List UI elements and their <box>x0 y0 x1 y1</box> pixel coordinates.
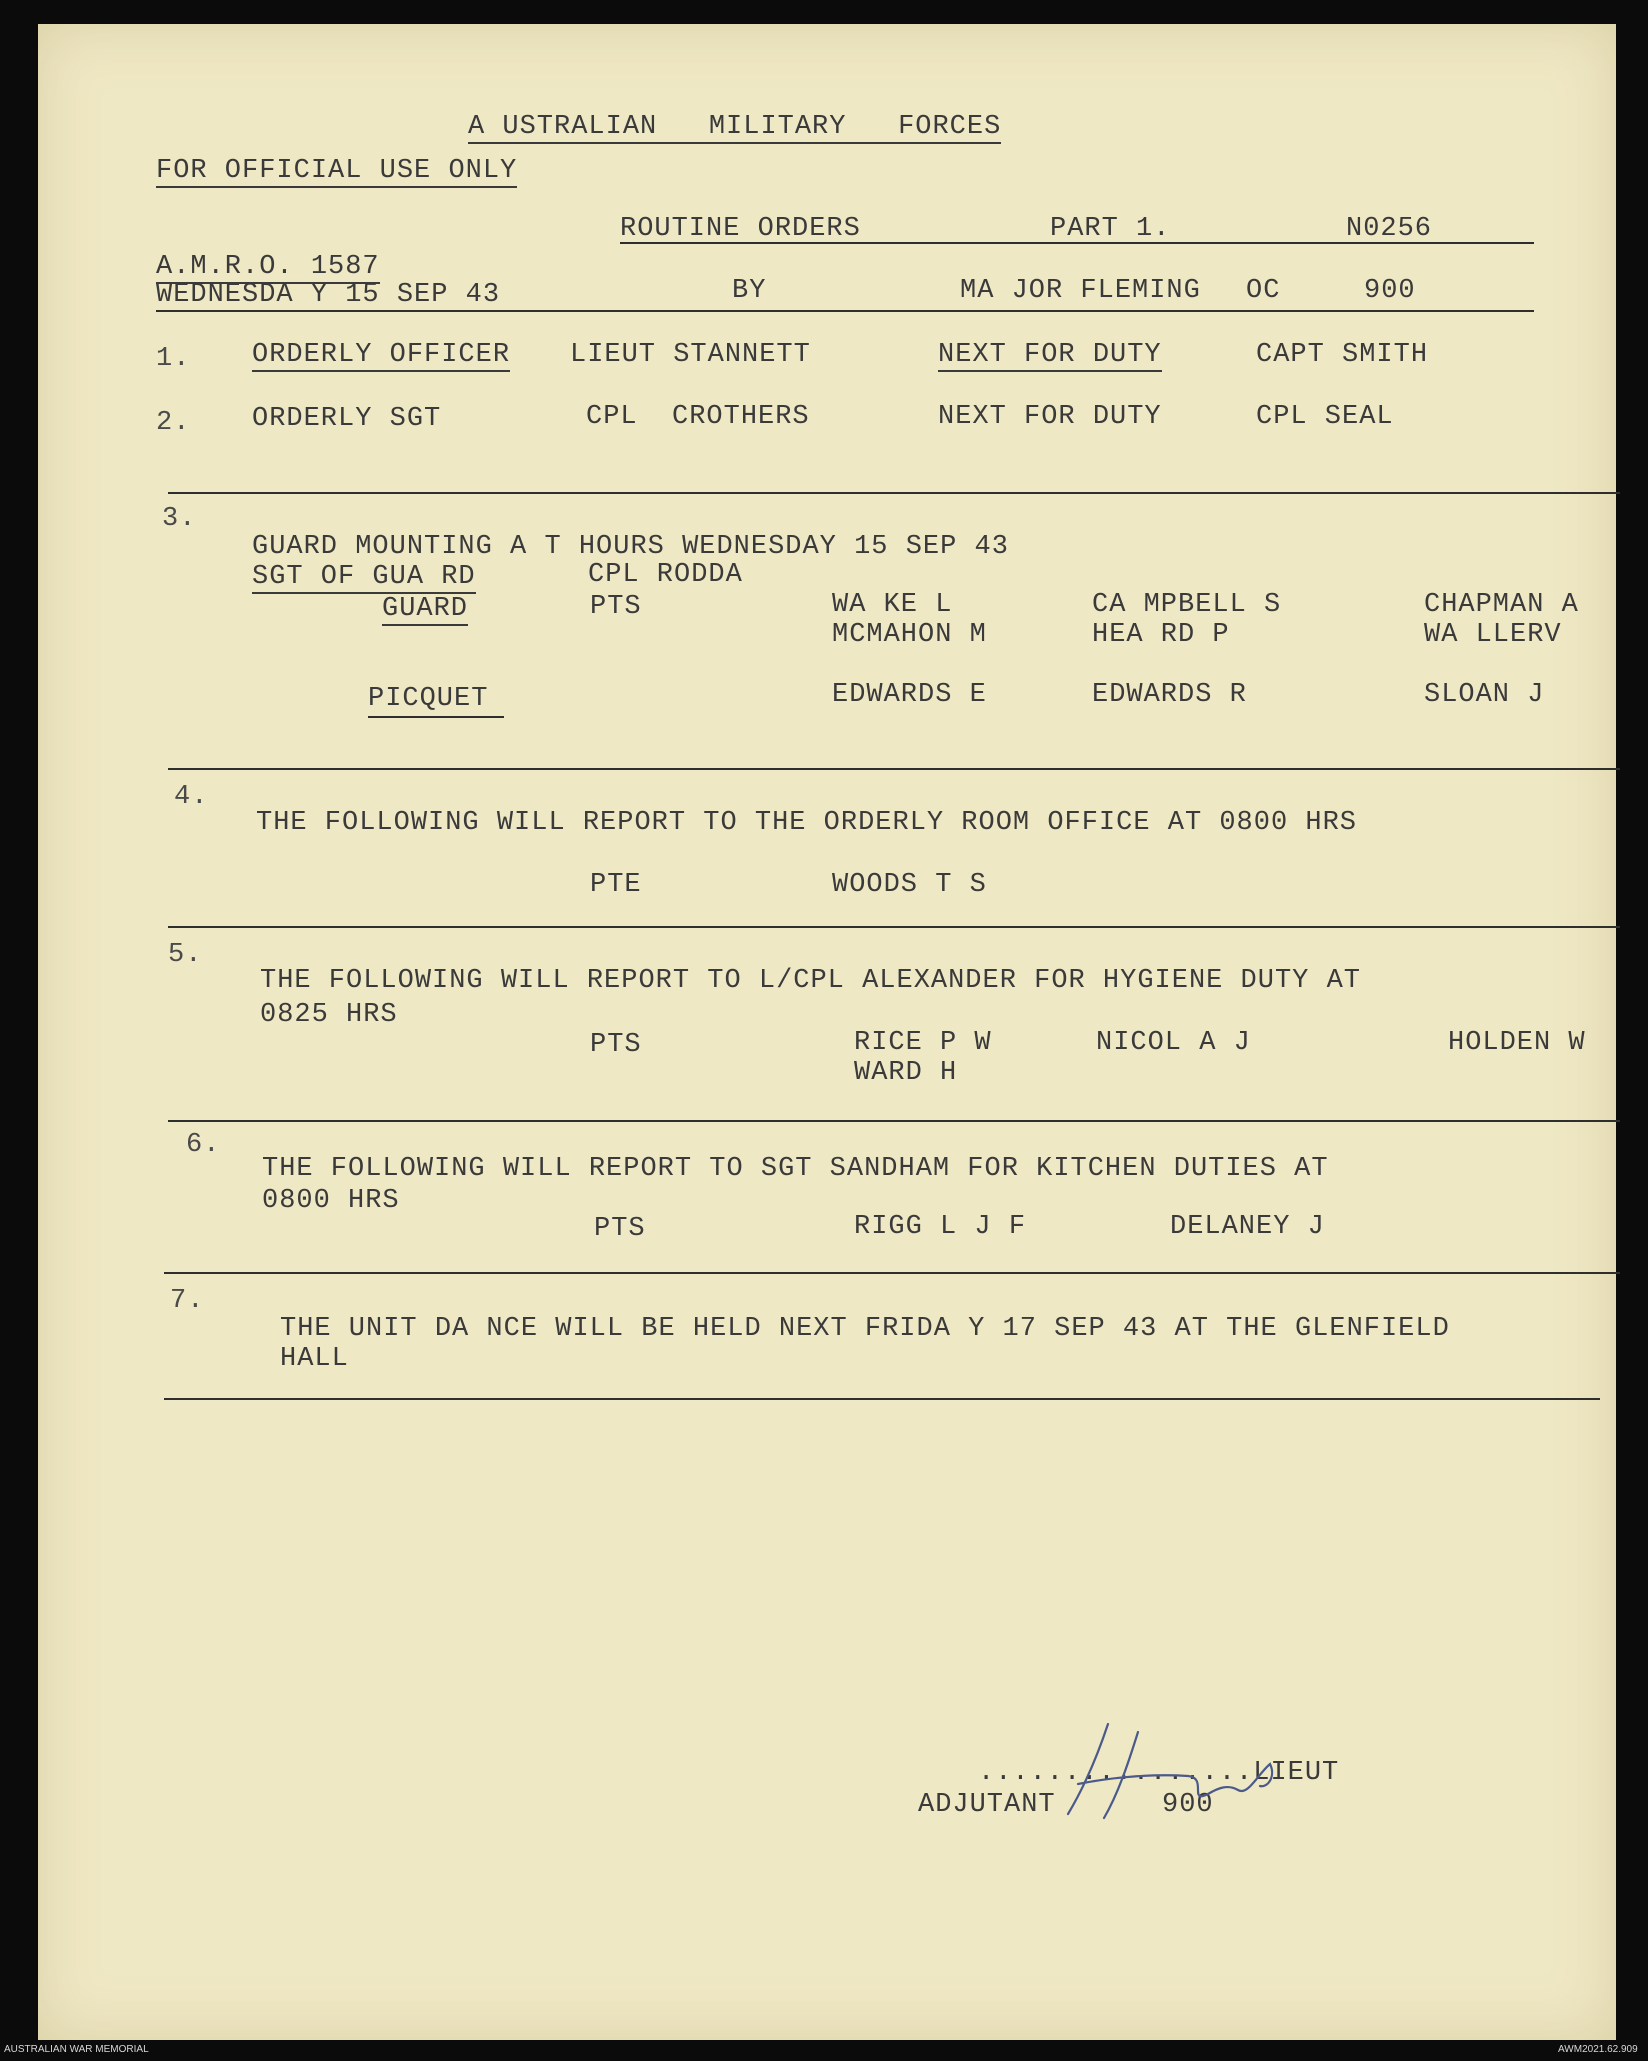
header-rule-2 <box>156 310 1534 312</box>
section-5-rank: PTS <box>590 1030 642 1060</box>
picquet-name: EDWARDS E <box>832 680 987 710</box>
section-3-heading: GUARD MOUNTING A T HOURS WEDNESDAY 15 SEP 43 <box>252 532 1009 562</box>
oc-label: OC <box>1246 276 1281 306</box>
order-2-duty: ORDERLY SGT <box>252 404 442 434</box>
sgt-of-guard-name: CPL RODDA <box>588 560 743 590</box>
order-2-person: CPL CROTHERS <box>586 402 810 432</box>
order-2-number: 2. <box>156 408 191 438</box>
order-2-next-person: CPL SEAL <box>1256 402 1394 432</box>
classification-label: FOR OFFICIAL USE ONLY <box>156 156 518 186</box>
order-1-next-label: NEXT FOR DUTY <box>938 340 1162 370</box>
section-rule-6 <box>168 1120 1620 1122</box>
footer-accession-number: AWM2021.62.909 <box>1558 2044 1638 2055</box>
section-rule-4 <box>168 768 1620 770</box>
picquet-name: SLOAN J <box>1424 680 1545 710</box>
issuing-officer: MA JOR FLEMING <box>960 276 1201 306</box>
section-end-rule <box>164 1398 1600 1400</box>
kitchen-name: RIGG L J F <box>854 1212 1027 1242</box>
adjutant-unit: 900 <box>1162 1790 1214 1820</box>
section-7-number: 7. <box>170 1286 205 1316</box>
hygiene-name: RICE P W <box>854 1028 992 1058</box>
guard-name: HEA RD P <box>1092 620 1230 650</box>
order-number: N0256 <box>1346 214 1433 244</box>
document-title: A USTRALIAN MILITARY FORCES <box>468 112 1002 142</box>
kitchen-name: DELANEY J <box>1170 1212 1325 1242</box>
section-rule-3 <box>168 492 1620 494</box>
section-3-number: 3. <box>162 504 197 534</box>
section-5-number: 5. <box>168 940 203 970</box>
by-label: BY <box>732 276 767 306</box>
guard-name: CA MPBELL S <box>1092 590 1282 620</box>
section-7-text-continued: HALL <box>280 1344 349 1374</box>
picquet-underline <box>368 716 504 718</box>
section-6-rank: PTS <box>594 1214 646 1244</box>
order-1-person: LIEUT STANNETT <box>570 340 811 370</box>
section-4-text: THE FOLLOWING WILL REPORT TO THE ORDERLY ROOM OFFICE AT 0800 HRS <box>256 808 1357 838</box>
section-6-text: THE FOLLOWING WILL REPORT TO SGT SANDHAM FOR KITCHEN DUTIES AT <box>262 1154 1329 1184</box>
signature-dotted-line: ................LIEUT <box>978 1758 1340 1788</box>
order-2-next-label: NEXT FOR DUTY <box>938 402 1162 432</box>
document-page <box>38 24 1616 2040</box>
handwritten-signature <box>1038 1714 1298 1834</box>
header-rule-1 <box>620 242 1534 244</box>
section-5-text: THE FOLLOWING WILL REPORT TO L/CPL ALEXANDER FOR HYGIENE DUTY AT <box>260 966 1361 996</box>
unit-number: 900 <box>1364 276 1416 306</box>
section-rule-5 <box>168 926 1620 928</box>
section-4-name: WOODS T S <box>832 870 987 900</box>
footer-credit: AUSTRALIAN WAR MEMORIAL <box>4 2044 149 2055</box>
order-date: WEDNESDA Y 15 SEP 43 <box>156 280 501 310</box>
section-5-time: 0825 HRS <box>260 1000 398 1030</box>
order-1-next-person: CAPT SMITH <box>1256 340 1429 370</box>
routine-orders-label: ROUTINE ORDERS <box>620 214 861 244</box>
picquet-label: PICQUET <box>368 684 489 714</box>
guard-label: GUARD <box>382 594 469 624</box>
adjutant-role: ADJUTANT <box>918 1790 1056 1820</box>
amro-reference: A.M.R.O. 1587 <box>156 252 380 282</box>
hygiene-name: NICOL A J <box>1096 1028 1251 1058</box>
section-6-number: 6. <box>186 1130 221 1160</box>
order-1-duty: ORDERLY OFFICER <box>252 340 511 370</box>
section-4-rank: PTE <box>590 870 642 900</box>
guard-rank: PTS <box>590 592 642 622</box>
hygiene-name: WARD H <box>854 1058 958 1088</box>
guard-name: MCMAHON M <box>832 620 987 650</box>
section-4-number: 4. <box>174 782 209 812</box>
sgt-of-guard-label: SGT OF GUA RD <box>252 562 476 592</box>
section-6-time: 0800 HRS <box>262 1186 400 1216</box>
part-label: PART 1. <box>1050 214 1171 244</box>
guard-name: WA KE L <box>832 590 953 620</box>
order-1-number: 1. <box>156 344 191 374</box>
section-7-text: THE UNIT DA NCE WILL BE HELD NEXT FRIDA Y 17 SEP 43 AT THE GLENFIELD <box>280 1314 1450 1344</box>
hygiene-name: HOLDEN W <box>1448 1028 1586 1058</box>
guard-name: WA LLERV <box>1424 620 1562 650</box>
section-rule-7 <box>164 1272 1620 1274</box>
guard-name: CHAPMAN A <box>1424 590 1579 620</box>
picquet-name: EDWARDS R <box>1092 680 1247 710</box>
